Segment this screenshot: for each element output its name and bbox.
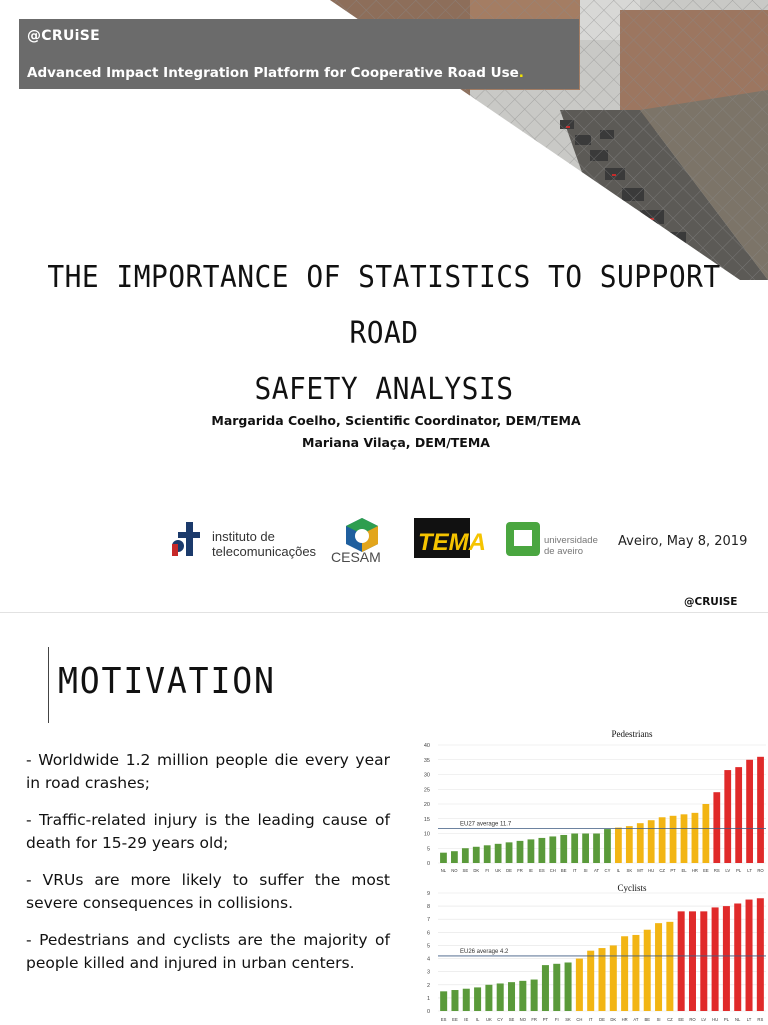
x-tick-label: DE bbox=[599, 1017, 605, 1022]
x-tick-label: SI bbox=[583, 868, 588, 873]
bar bbox=[678, 911, 685, 1011]
bar bbox=[723, 906, 730, 1011]
date: Aveiro, May 8, 2019 bbox=[618, 534, 748, 549]
x-tick-label: HR bbox=[621, 1017, 628, 1022]
x-tick-label: NL bbox=[440, 868, 447, 873]
x-tick-label: DK bbox=[473, 868, 480, 873]
x-tick-label: ES bbox=[440, 1017, 447, 1022]
x-tick-label: AT bbox=[594, 868, 600, 873]
x-tick-label: HU bbox=[648, 868, 655, 873]
cesam-text: CESAM bbox=[331, 549, 381, 565]
fatality-charts bbox=[410, 723, 768, 1025]
motivation-slide bbox=[0, 612, 768, 1025]
y-tick-label: 4 bbox=[426, 956, 430, 963]
bullet-item: - Worldwide 1.2 million people die every year in road crashes; bbox=[26, 751, 390, 792]
brand-dot: . bbox=[518, 65, 524, 81]
x-tick-label: BE bbox=[644, 1017, 651, 1022]
title-line-1: THE IMPORTANCE OF STATISTICS TO SUPPORT ROAD bbox=[47, 260, 721, 351]
ua-logo bbox=[506, 522, 598, 557]
x-tick-label: DE bbox=[506, 868, 512, 873]
bar bbox=[604, 829, 611, 863]
bullet-item: - VRUs are more likely to suffer the most severe consequences in collisions. bbox=[26, 871, 390, 912]
ua-text-1: universidade bbox=[544, 535, 598, 546]
x-tick-label: LT bbox=[746, 1017, 752, 1022]
x-tick-label: EE bbox=[678, 1017, 684, 1022]
x-tick-label: NL bbox=[735, 1017, 741, 1022]
y-tick-label: 1 bbox=[426, 995, 430, 1002]
y-tick-label: 35 bbox=[423, 757, 430, 764]
bar bbox=[506, 842, 513, 863]
x-tick-label: RS bbox=[713, 868, 720, 873]
bar bbox=[692, 813, 699, 863]
bar bbox=[632, 935, 639, 1011]
bar bbox=[519, 981, 526, 1011]
bar bbox=[497, 983, 504, 1011]
bar bbox=[571, 834, 578, 864]
author-1: Margarida Coelho, Scientific Coordinator, DEM/TEMA bbox=[211, 413, 581, 428]
x-tick-label: UK bbox=[495, 868, 502, 873]
bar bbox=[549, 836, 556, 863]
y-tick-label: 6 bbox=[426, 930, 430, 937]
x-tick-label: FR bbox=[517, 868, 523, 873]
bar bbox=[484, 845, 491, 863]
bar bbox=[712, 907, 719, 1011]
chart-title: Pedestrians bbox=[611, 729, 653, 739]
chart-cyclists bbox=[427, 883, 766, 1022]
bar bbox=[576, 959, 583, 1011]
bar bbox=[538, 838, 545, 863]
x-tick-label: MT bbox=[637, 868, 644, 873]
bar bbox=[746, 760, 753, 863]
y-tick-label: 20 bbox=[423, 802, 430, 808]
bar bbox=[610, 945, 617, 1011]
it-text-2: telecomunicações bbox=[212, 544, 317, 559]
y-tick-label: 5 bbox=[426, 846, 430, 853]
x-tick-label: NO bbox=[519, 1017, 526, 1022]
bullet-item: - Pedestrians and cyclists are the majority of people killed and injured in urban centers. bbox=[26, 931, 390, 972]
y-tick-label: 30 bbox=[423, 772, 430, 779]
tema-logo bbox=[414, 518, 486, 558]
authors bbox=[0, 410, 768, 454]
x-tick-label: LV bbox=[725, 868, 731, 873]
x-tick-label: CZ bbox=[659, 868, 665, 873]
x-tick-label: CH bbox=[549, 868, 556, 873]
x-tick-label: LV bbox=[701, 1017, 707, 1022]
y-tick-label: 25 bbox=[423, 787, 430, 794]
bar bbox=[757, 898, 764, 1011]
bar bbox=[587, 951, 594, 1011]
x-tick-label: DK bbox=[610, 1017, 617, 1022]
x-tick-label: FI bbox=[554, 1017, 559, 1022]
bullet-list bbox=[26, 749, 390, 989]
bar bbox=[689, 911, 696, 1011]
tema-text: TEMA bbox=[418, 529, 486, 556]
heading-bar bbox=[48, 647, 49, 723]
y-tick-label: 40 bbox=[423, 743, 430, 749]
cesam-logo bbox=[331, 518, 381, 565]
title-line-2: SAFETY ANALYSIS bbox=[254, 372, 514, 407]
x-tick-label: IL bbox=[616, 868, 621, 873]
bar bbox=[626, 826, 633, 863]
bar bbox=[582, 834, 589, 864]
bar bbox=[713, 792, 720, 863]
bar bbox=[724, 770, 731, 863]
footer-tag: @CRUISE bbox=[684, 596, 738, 608]
bar bbox=[666, 922, 673, 1011]
x-tick-label: EL bbox=[681, 868, 687, 873]
bar bbox=[648, 820, 655, 863]
bar bbox=[734, 903, 741, 1011]
y-tick-label: 3 bbox=[426, 969, 430, 976]
x-tick-label: SK bbox=[565, 1017, 571, 1022]
bar bbox=[593, 834, 600, 864]
bar bbox=[531, 980, 538, 1011]
slide-title bbox=[45, 250, 722, 418]
x-tick-label: CY bbox=[497, 1017, 504, 1022]
bar bbox=[681, 814, 688, 863]
x-tick-label: IE bbox=[464, 1017, 469, 1022]
bar bbox=[440, 853, 447, 863]
bar bbox=[644, 930, 651, 1011]
bar bbox=[451, 851, 458, 863]
bar bbox=[517, 841, 524, 863]
bar bbox=[746, 900, 753, 1011]
brand-box bbox=[19, 19, 579, 89]
x-tick-label: RS bbox=[757, 1017, 764, 1022]
bar bbox=[553, 964, 560, 1011]
x-tick-label: CZ bbox=[667, 1017, 673, 1022]
bar bbox=[451, 990, 458, 1011]
motivation-heading: MOTIVATION bbox=[58, 661, 276, 702]
x-tick-label: RO bbox=[757, 868, 764, 873]
bar bbox=[495, 844, 502, 863]
x-tick-label: PL bbox=[736, 868, 742, 873]
author-2: Mariana Vilaça, DEM/TEMA bbox=[302, 435, 490, 450]
x-tick-label: EE bbox=[452, 1017, 458, 1022]
x-tick-label: ES bbox=[539, 868, 545, 873]
x-tick-label: IT bbox=[588, 1017, 593, 1022]
x-tick-label: SE bbox=[462, 868, 469, 873]
x-tick-label: NO bbox=[451, 868, 458, 873]
bar bbox=[621, 936, 628, 1011]
x-tick-label: PT bbox=[670, 868, 676, 873]
x-tick-label: LT bbox=[747, 868, 752, 873]
x-tick-label: FI bbox=[485, 868, 490, 873]
x-tick-label: SE bbox=[508, 1017, 515, 1022]
x-tick-label: IE bbox=[528, 868, 533, 873]
x-tick-label: HR bbox=[691, 868, 698, 873]
x-tick-label: IT bbox=[572, 868, 577, 873]
x-tick-label: SK bbox=[626, 868, 633, 873]
brand-subtitle: Advanced Impact Integration Platform for Cooperative Road Use. bbox=[27, 65, 524, 81]
bar bbox=[702, 804, 709, 863]
bar bbox=[735, 767, 742, 863]
x-tick-label: UK bbox=[485, 1017, 492, 1022]
bar bbox=[485, 985, 492, 1011]
x-tick-label: HU bbox=[712, 1017, 719, 1022]
y-tick-label: 2 bbox=[426, 982, 430, 989]
bar bbox=[542, 965, 549, 1011]
y-tick-label: 9 bbox=[426, 891, 430, 897]
y-tick-label: 0 bbox=[426, 861, 430, 867]
it-logo bbox=[172, 522, 317, 559]
bar bbox=[565, 962, 572, 1011]
x-tick-label: PL bbox=[723, 1017, 729, 1022]
x-tick-label: FR bbox=[531, 1017, 537, 1022]
bar bbox=[700, 911, 707, 1011]
average-label: EU26 average 4.2 bbox=[460, 948, 509, 955]
brand-name: @CRUiSE bbox=[27, 28, 100, 44]
x-tick-label: SI bbox=[656, 1017, 661, 1022]
x-tick-label: EE bbox=[703, 868, 709, 873]
x-tick-label: PT bbox=[542, 1017, 549, 1022]
chart-pedestrians bbox=[424, 729, 766, 873]
y-tick-label: 15 bbox=[423, 816, 430, 823]
bullet-item: - Traffic-related injury is the leading cause of death for 15-29 years old; bbox=[26, 811, 390, 852]
y-tick-label: 7 bbox=[426, 917, 430, 924]
bar bbox=[508, 982, 515, 1011]
x-tick-label: IL bbox=[475, 1017, 480, 1022]
x-tick-label: CY bbox=[604, 868, 611, 873]
x-tick-label: BE bbox=[560, 868, 567, 873]
bar bbox=[659, 817, 666, 863]
bar bbox=[560, 835, 567, 863]
bar bbox=[462, 848, 469, 863]
bar bbox=[637, 823, 644, 863]
bar bbox=[670, 816, 677, 863]
x-tick-label: RO bbox=[689, 1017, 696, 1022]
y-tick-label: 8 bbox=[426, 904, 430, 911]
it-text-1: instituto de bbox=[212, 529, 275, 544]
y-tick-label: 5 bbox=[426, 943, 430, 950]
bar bbox=[598, 948, 605, 1011]
bar bbox=[463, 989, 470, 1011]
bar bbox=[615, 828, 622, 863]
average-label: EU27 average 11.7 bbox=[460, 821, 512, 828]
ua-text-2: de aveiro bbox=[544, 546, 584, 557]
bar bbox=[440, 991, 447, 1011]
bar bbox=[655, 923, 662, 1011]
y-tick-label: 10 bbox=[423, 831, 430, 838]
x-tick-label: AT bbox=[633, 1017, 639, 1022]
bar bbox=[474, 987, 481, 1011]
chart-title: Cyclists bbox=[617, 883, 647, 893]
y-tick-label: 0 bbox=[426, 1009, 430, 1015]
bar bbox=[528, 839, 535, 863]
bar bbox=[757, 757, 764, 863]
x-tick-label: CH bbox=[576, 1017, 583, 1022]
bar bbox=[473, 847, 480, 863]
